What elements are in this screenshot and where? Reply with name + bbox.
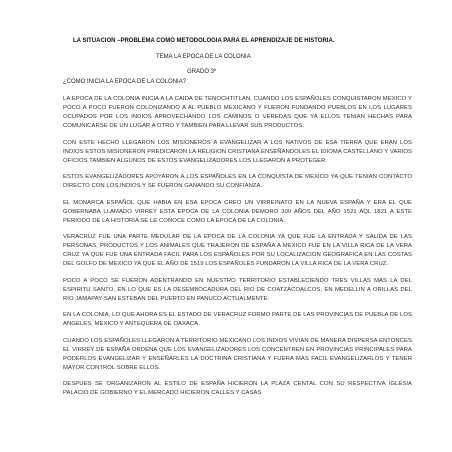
grade-label: GRADO 3º: [187, 69, 217, 75]
paragraph-9: DESPUES SE ORGANIZARON AL ESTILO DE ESPAÑA HICIERON LA PLAZA CENTAL CON SU RESPECTIVA IGLESIA PALACIO DE GOBIERNO Y EL MERCADO HICIERON CALLES Y CASAS: [63, 381, 412, 396]
paragraph-2: CON ESTE HECHO LLEGARON LOS MISIONEROS A EVANGELIZAR A LOS NATIVOS DE ESA TIERRA QUE ERAN LOS INDIOS ESTOS MISIONERON PREDICARON LA RELIGION CRISTIANA ENSEÑANDOLES EL IDIOMA CASTELLANO Y VARIOS OFICIOS TAMBIEN ALGUNOS DE ESTOS EVANGELIZADORES LOS LLEGARON A PROTEGER.: [63, 139, 412, 164]
paragraph-4: EL MONARCA ESPAÑOL QUE HABIA EN ESA EPOCA CREO UN VIRREINATO EN LA NUEVA ESPAÑA Y ERA EL QUE GOBERNABA LLAMADO VIRREY ESTA EPOCA DE LA COLONIA DEMORO 300 AÑOS DEL AÑO 1521 AQL 1821 A ESTE PERIODO DE LA HISTORIA SE LE CONOCE COMO LA EPOCA DE LA COLONIA.: [63, 199, 412, 224]
guiding-question: ¿COMO INICIA LA EPOCA DE LA COLONIA?: [63, 79, 187, 85]
paragraph-7: EN LA COLONIA, LO QUE AHORA ES EL ESTADO DE VERACRUZ FORMO PARTE DE LAS PROVINCIAS DE PUEBLA DE LOS ANGELES, MEXICO Y ANTEQUERA DE OAXACA.: [63, 312, 412, 327]
paragraph-8: CUANDO LOS ESPAÑOLES LLEGARON A TERRITORIO MEXICANO LOS INDIOS VIVIAN DE MANERA DISPERSA ENTONCES EL VIRREY DE ESPAÑA ORDENA QUE LOS EVANGELIZADORES LOS CONCENTREN EN PROVINCIAS PRINCIPALES PARA PODERLOS EVANGELIZAR Y ENSEÑARLES LA DOCTRINA CRISTIANA Y FUERA MAS FACIL EVANGELIZARLOS Y TENER MAYOR CONTROL SOBRE ELLOS.: [63, 337, 412, 371]
document-title: LA SITUACION –PROBLEMA COMO METODOLOGIA PARA EL APRENDIZAJE DE HISTORIA.: [73, 38, 335, 44]
paragraph-5: VERACRUZ FUE UNA PARTE MEDULAR DE LA EPOCA DE LA COLONIA YA QUE FUE LA ENTRADA Y SALIDA DE LAS PERSONAS, PRODUCTOS Y LOS ANIMALES QUE TRAJERON DE ESPAÑA A MEXICO FUE EN LA VILLA RICA DE LA VERA CRUZ YA QUE FUE UNA ENTRADA FACIL PARA LOS ESPAÑOLES POR SU LOCALIZACION GEOGRAFICA EN LAS COSTAS DEL GOLFO DE MEXICO YA QUE EL AÑO DE 1519 LOS ESPAÑOLES FUNDARON LA VILLA RICA DE LA VERA CRUZ.: [63, 234, 412, 267]
paragraph-1: LA EPOCA DE LA COLONIA INICIA A LA CAIDA DE TENOCHTITLAN, CUANDO LOS ESPAÑOLES CONQUISTARON MEXICO Y POCO A POCO FUERON COLONIZANDO A AL PUEBLO MEXICANO Y FUERON FUNDANDO PUEBLOS EN LOS LUGARES OCUPADOS POR LOS INDIOS APROVECHANDO LOS CAMINOS O VEREDAS QUE YA ELLOS TENIAN HECHAS PARA COMUNICARSE DE UN LUGAR A OTRO Y TAMBIEN PARA LLEVAR SUS PRODUCTOS.: [63, 96, 412, 129]
paragraph-3: ESTOS EVANGELIZADORES APOYARON A LOS ESPAÑOLES EN LA CONQUISTA DE MEXICO YA QUE TENIAN CONTACTO DIRECTO CON LOS INDIOS Y SE FUERON GANANDO SU CONFIANZA.: [63, 174, 412, 189]
paragraph-6: POCO A POCO SE FUERON ADENTRANDO EN NUESTRO TERRITORIO ESTABLECIENDO TRES VILLAS MAS LA DEL ESPIRITU SANTO, EN LO QUE ES LA DESEMBOCADURA DEL RIO DE COATZACOALCOS, EN MEDELLIN A ORILLAS DEL RIO JAMAPAY SAN ESTEBAN DEL PUERTO EN PANUCO ACTUALMENTE.: [63, 277, 412, 302]
document-subtitle: TEMA LA EPOCA DE LA COLONIA: [156, 54, 251, 60]
